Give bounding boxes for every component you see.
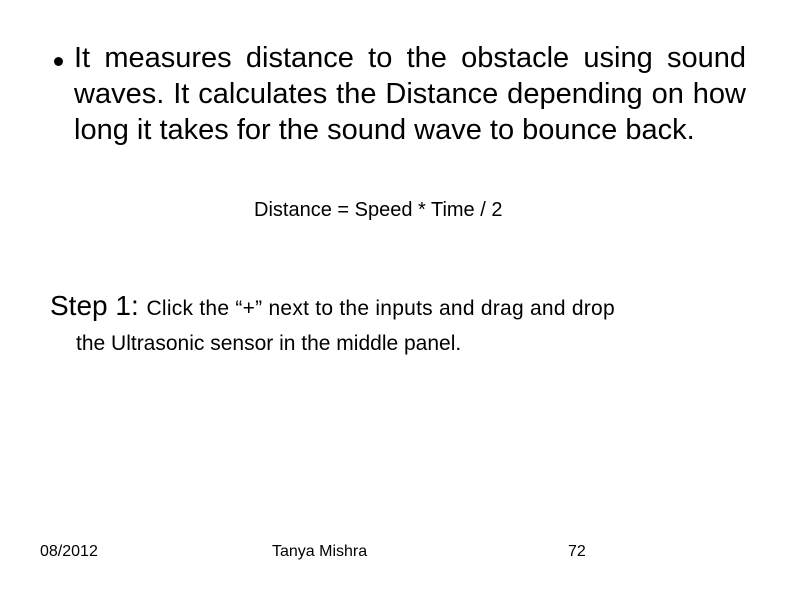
step-text-line-1: Click the “+” next to the inputs and drag and drop: [146, 297, 615, 320]
footer-page-number: 72: [568, 543, 586, 560]
bullet-dot-icon: [54, 57, 63, 66]
footer-date: 08/2012: [40, 543, 98, 560]
step-line-1: [50, 286, 750, 331]
step-number: Step 1:: [50, 290, 147, 321]
step-instruction: [50, 286, 750, 357]
bullet-text: It measures distance to the obstacle using sound waves. It calculates the Distance depending on how long it takes for the sound wave to bounce back.: [74, 42, 746, 146]
bullet-point: [40, 40, 746, 148]
distance-formula: Distance = Speed * Time / 2: [254, 199, 503, 221]
footer-author: Tanya Mishra: [272, 543, 368, 560]
step-text-line-2: the Ultrasonic sensor in the middle panel.: [76, 332, 462, 355]
